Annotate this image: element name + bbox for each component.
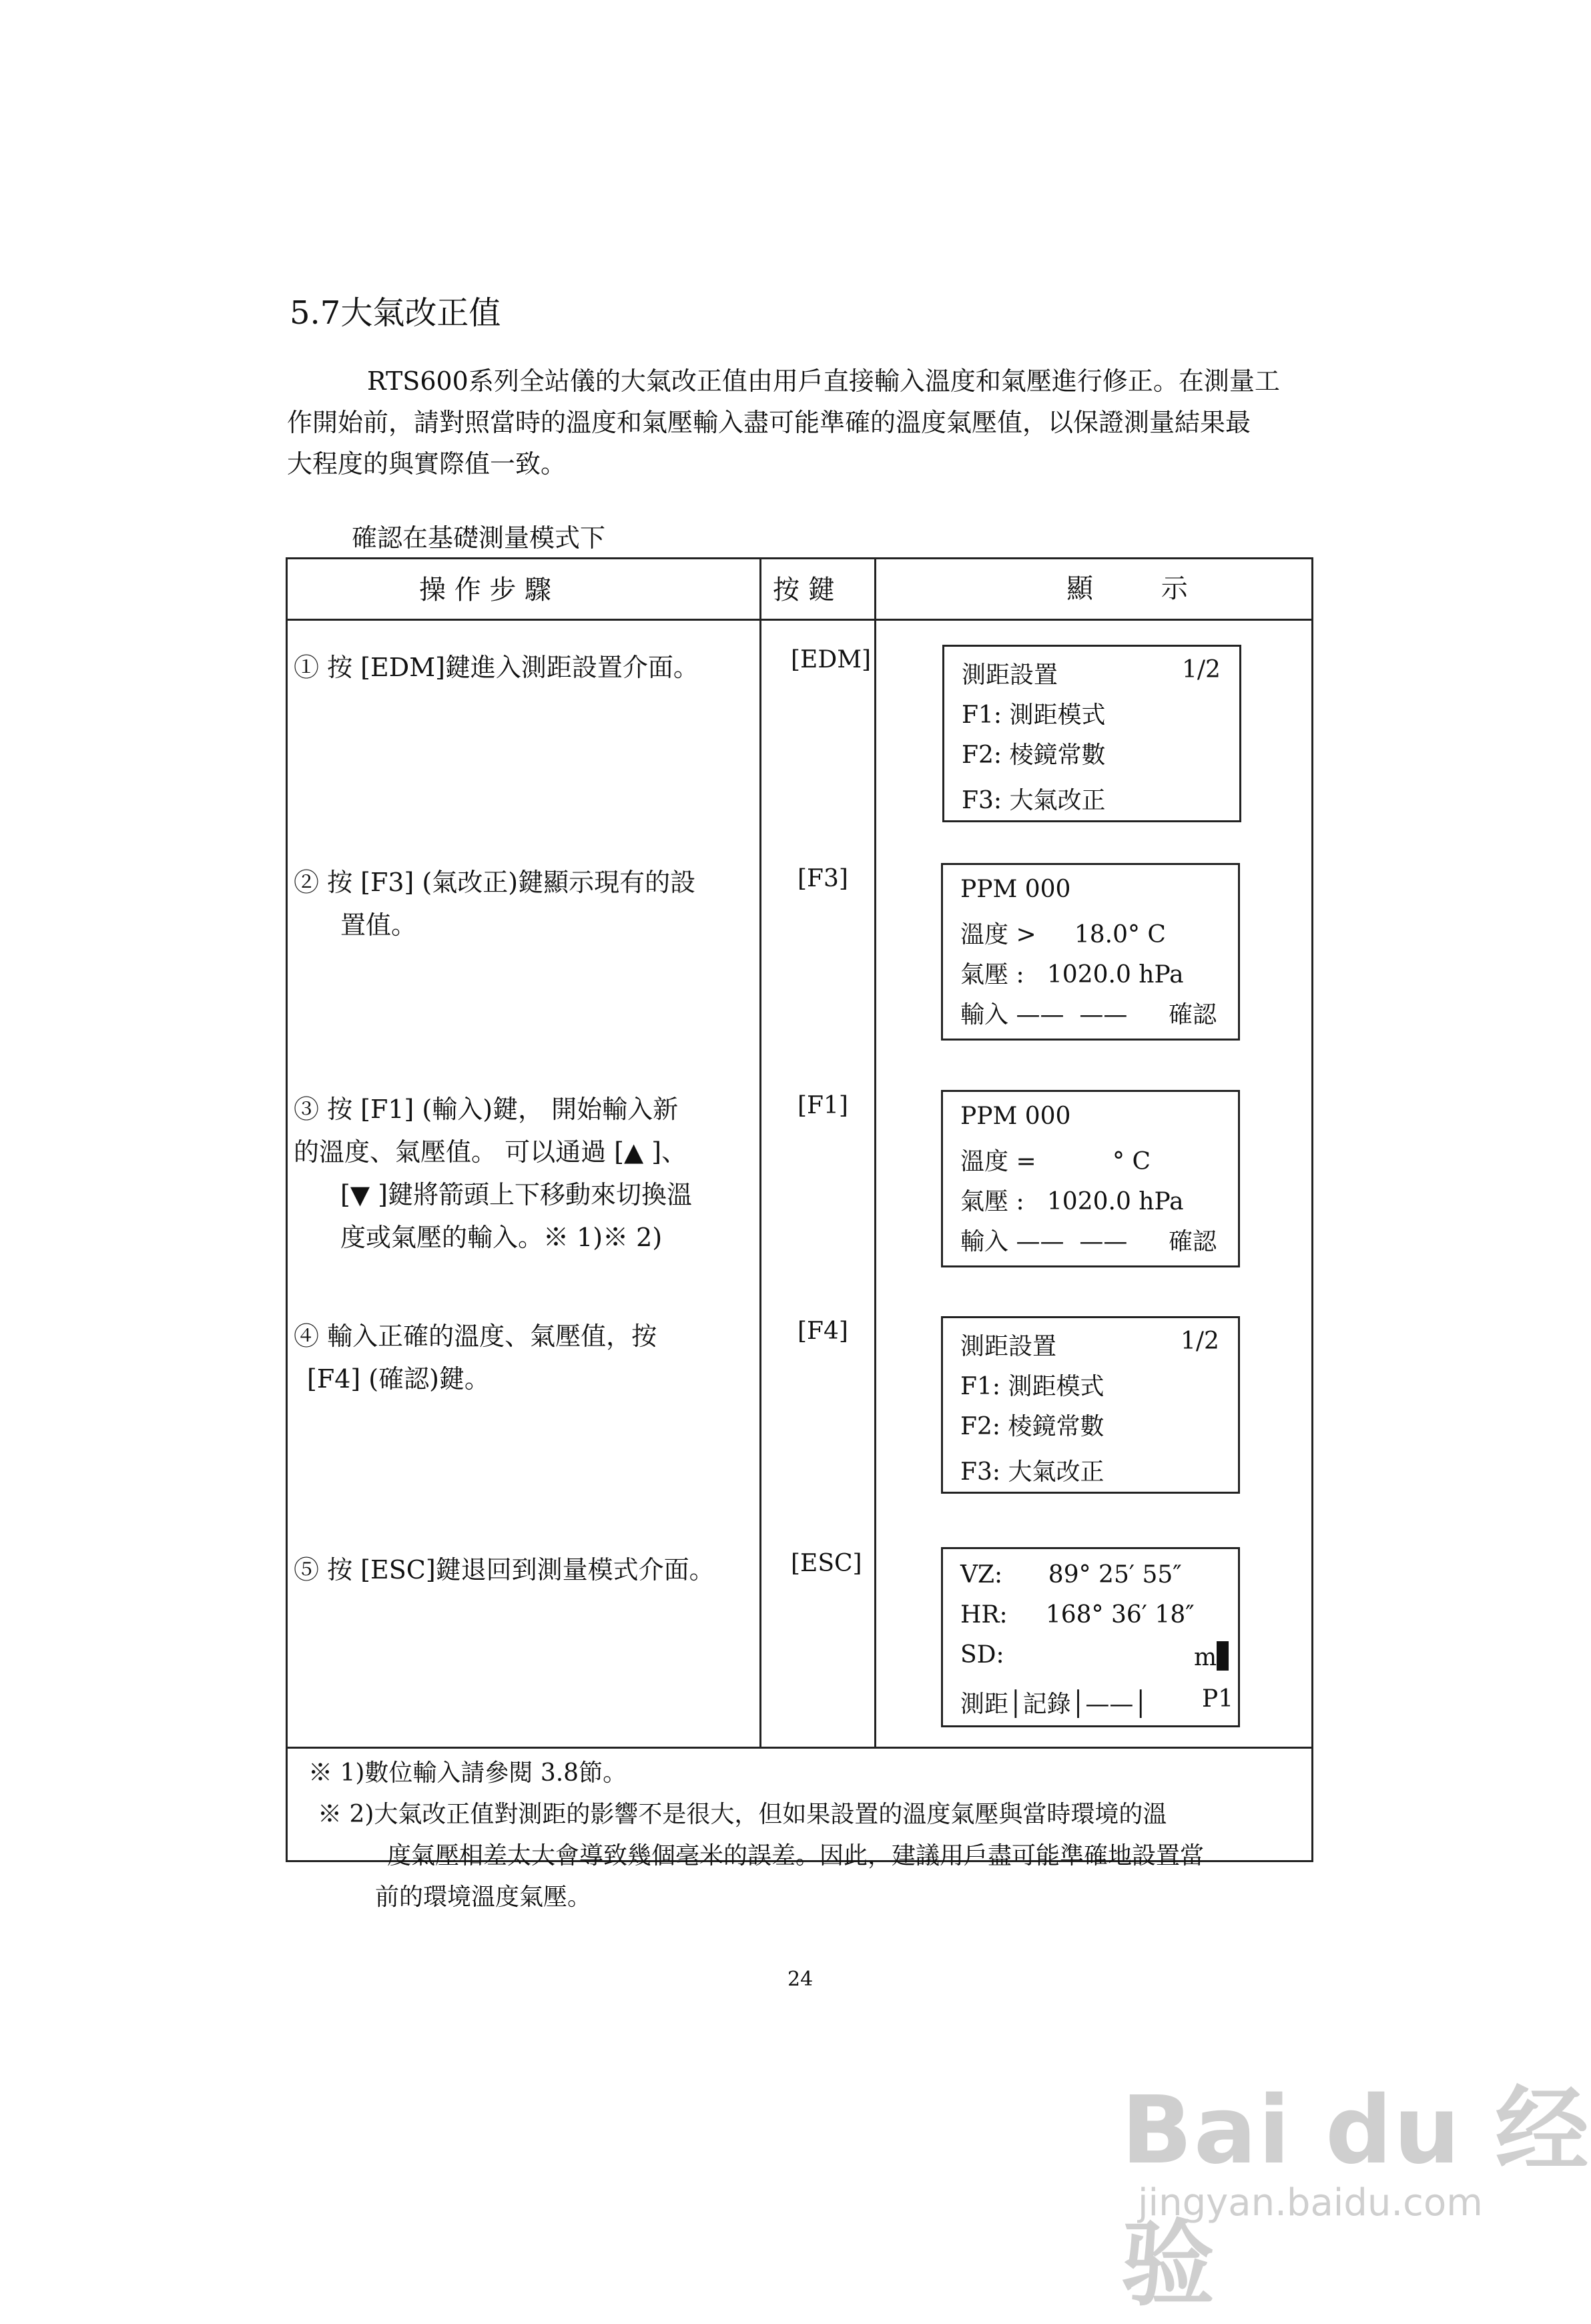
header-steps: 操 作 步 驟 [419, 575, 552, 605]
display-4-line-4: F3: 大氣改正 [960, 1458, 1104, 1486]
note-3: 度氣壓相差太大會導致幾個毫米的誤差。因此，建議用戶盡可能準確地設置當 [387, 1842, 1205, 1869]
mode-subheading: 確認在基礎測量模式下 [352, 523, 606, 553]
step-2-line-2: 置值。 [340, 910, 417, 940]
column-divider-1 [759, 557, 761, 1748]
step-1 [294, 646, 699, 689]
step-4-line-1: ④ 輸入正確的溫度、氣壓值，按 [294, 1322, 657, 1351]
key-5: [ESC] [791, 1550, 862, 1577]
step-3-line-1: ③ 按 [F1] (輸入)鍵， 開始輸入新 [294, 1095, 679, 1124]
step-4-line-2: [F4] (確認)鍵。 [307, 1364, 490, 1394]
page-number: 24 [787, 1968, 814, 1991]
header-key: 按 鍵 [773, 575, 835, 605]
display-5-line-4: 測距│記錄│——│ [960, 1691, 1149, 1718]
step-2 [294, 861, 695, 946]
display-4-line-1: 測距設置 [960, 1333, 1057, 1360]
section-title: 5.7大氣改正值 [290, 294, 501, 332]
key-4: [F4] [798, 1318, 848, 1345]
display-2-confirm: 確認 [1169, 1001, 1217, 1029]
display-3-confirm: 確認 [1169, 1228, 1217, 1255]
display-5-line-1: VZ: 89° 25′ 55″ [960, 1561, 1182, 1588]
key-3: [F1] [798, 1092, 848, 1119]
display-1-line-2: F1: 測距模式 [962, 701, 1106, 729]
step-3-line-2: 的溫度、氣壓值。 可以通過 [▲ ]、 [294, 1137, 687, 1167]
step-3-line-4: 度或氣壓的輸入。※ 1)※ 2) [340, 1223, 663, 1252]
step-3 [294, 1088, 692, 1259]
step-4 [294, 1315, 657, 1400]
display-5 [941, 1547, 1240, 1727]
display-1-line-3: F2: 棱鏡常數 [962, 742, 1106, 769]
column-divider-2 [874, 557, 876, 1748]
intro-line-3: 大程度的與實際值一致。 [287, 449, 567, 479]
key-1: [EDM] [791, 646, 872, 673]
step-3-line-3: [▼ ]鍵將箭頭上下移動來切換溫 [340, 1180, 692, 1209]
step-2-line-1: ② 按 [F3] (氣改正)鍵顯示現有的設 [294, 868, 696, 897]
step-1-line-1: ① 按 [EDM]鍵進入測距設置介面。 [294, 653, 699, 682]
step-5-line-1: ⑤ 按 [ESC]鍵退回到測量模式介面。 [294, 1555, 715, 1584]
display-2-line-3: 氣壓 : 1020.0 hPa [960, 961, 1184, 988]
display-4-line-3: F2: 棱鏡常數 [960, 1413, 1104, 1440]
intro-line-1: RTS600系列全站儀的大氣改正值由用戶直接輸入溫度和氣壓進行修正。在測量工 [367, 366, 1280, 396]
display-5-line-3: SD: [960, 1641, 1004, 1669]
display-1 [942, 645, 1241, 822]
display-5-unit [1194, 1641, 1229, 1671]
step-5 [294, 1548, 715, 1591]
header-display: 顯 示 [1066, 573, 1188, 604]
cursor-block [1217, 1641, 1229, 1671]
key-2: [F3] [798, 865, 848, 892]
display-3-line-2: 溫度 = ° C [960, 1148, 1151, 1175]
display-2 [941, 863, 1240, 1041]
display-3-line-4: 輸入 —— —— [960, 1228, 1128, 1255]
display-5-line-2: HR: 168° 36′ 18″ [960, 1601, 1195, 1629]
display-4 [941, 1316, 1240, 1494]
display-2-line-1: PPM 000 [960, 876, 1071, 903]
note-1: ※ 1)數位輸入請參閱 3.8節。 [308, 1759, 627, 1787]
note-2: ※ 2)大氣改正值對測距的影響不是很大，但如果設置的溫度氣壓與當時環境的溫 [318, 1801, 1167, 1828]
notes-divider [286, 1747, 1313, 1749]
intro-line-2: 作開始前，請對照當時的溫度和氣壓輸入盡可能準確的溫度氣壓值，以保證測量結果最 [287, 408, 1251, 437]
baidu-jingyan-watermark-logo: Bai du 经验 [1121, 2076, 1590, 2319]
display-2-line-2: 溫度 > 18.0° C [960, 921, 1166, 948]
note-4: 前的環境溫度氣壓。 [375, 1883, 592, 1911]
display-3 [941, 1090, 1240, 1267]
display-1-line-1: 測距設置 [962, 661, 1058, 689]
display-3-line-3: 氣壓 : 1020.0 hPa [960, 1188, 1184, 1215]
display-5-unit-text: m [1194, 1644, 1217, 1671]
display-2-line-4: 輸入 —— —— [960, 1001, 1128, 1029]
display-1-page: 1/2 [1182, 656, 1221, 683]
intro-paragraph [287, 360, 1315, 485]
display-5-page: P1 [1202, 1685, 1234, 1713]
display-4-page: 1/2 [1181, 1328, 1219, 1355]
display-3-line-1: PPM 000 [960, 1103, 1071, 1130]
watermark-url: jingyan.baidu.com [1138, 2181, 1483, 2225]
display-4-line-2: F1: 測距模式 [960, 1373, 1104, 1400]
header-divider [286, 619, 1313, 621]
display-1-line-4: F3: 大氣改正 [962, 787, 1106, 814]
